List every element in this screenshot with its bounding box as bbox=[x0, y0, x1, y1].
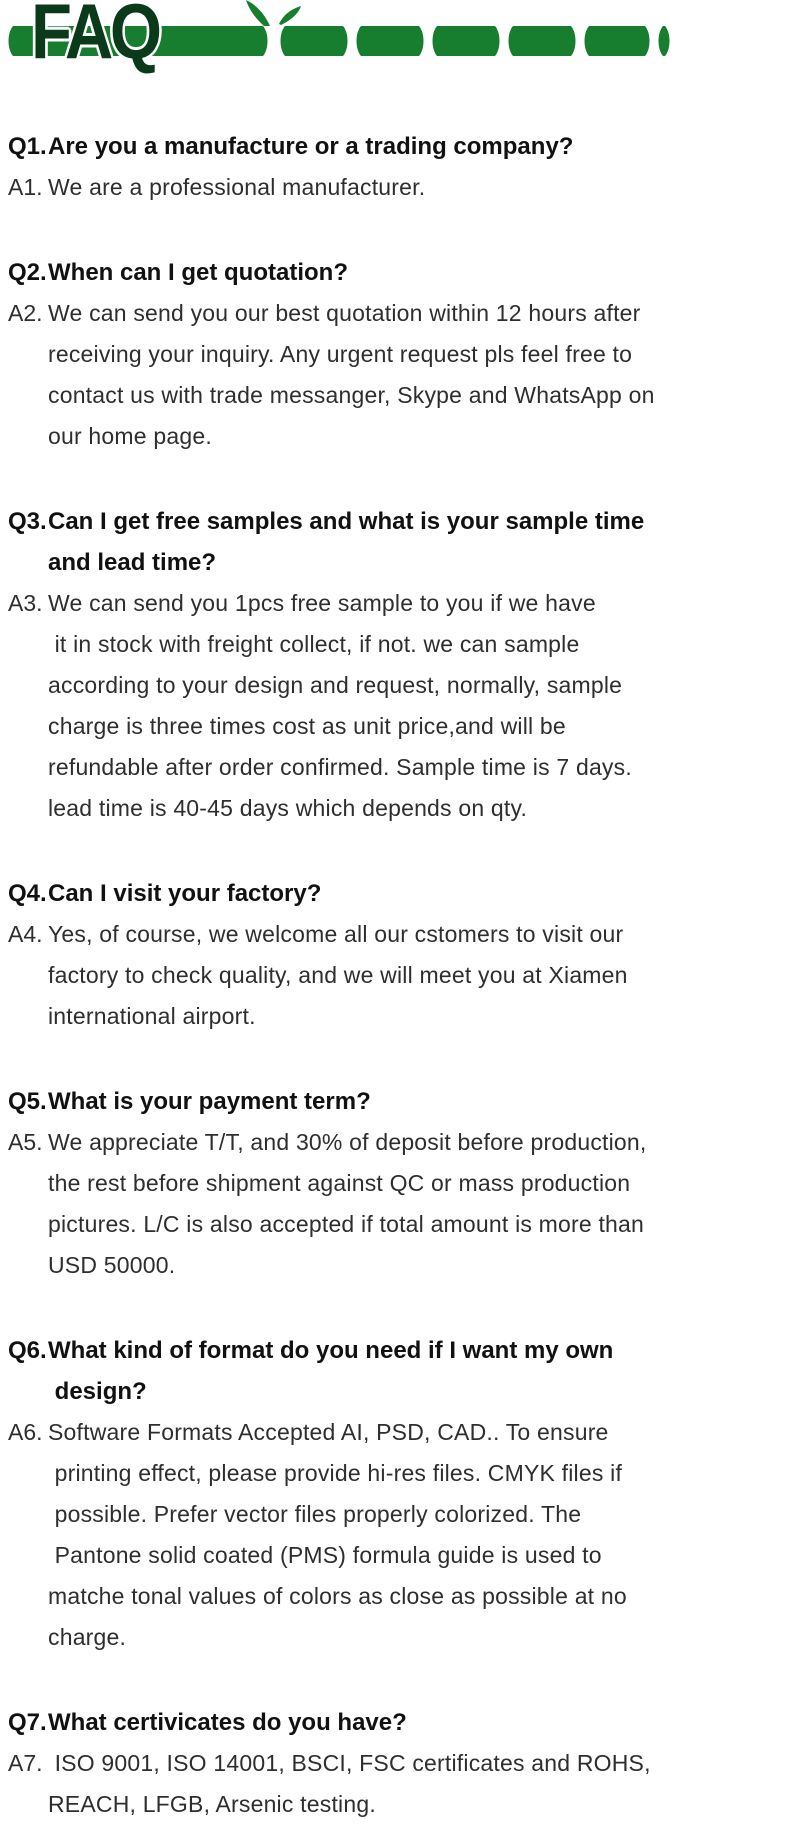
question-number: Q1. bbox=[8, 133, 47, 160]
faq-item bbox=[8, 501, 782, 829]
faq-answer bbox=[8, 293, 782, 457]
question-text-line: design? bbox=[48, 1378, 147, 1405]
answer-lines bbox=[48, 293, 782, 457]
faq-question bbox=[8, 126, 782, 167]
question-number: Q3. bbox=[8, 508, 47, 535]
answer-lines bbox=[48, 1122, 782, 1286]
faq-answer bbox=[8, 583, 782, 829]
answer-text-line: the rest before shipment against QC or mass production bbox=[48, 1170, 631, 1196]
faq-answer bbox=[8, 1743, 782, 1825]
bamboo-leaf-icon bbox=[246, 0, 301, 26]
answer-text-line: lead time is 40-45 days which depends on qty. bbox=[48, 795, 528, 821]
faq-item bbox=[8, 1330, 782, 1658]
faq-answer bbox=[8, 914, 782, 1037]
question-lines bbox=[48, 126, 782, 167]
page-title: FAQ bbox=[31, 0, 159, 75]
question-lines bbox=[48, 252, 782, 293]
question-text-line: When can I get quotation? bbox=[48, 259, 348, 286]
answer-text-line: Software Formats Accepted AI, PSD, CAD.. To ensure bbox=[48, 1419, 609, 1445]
answer-number: A7. bbox=[8, 1750, 43, 1776]
faq-header-banner bbox=[0, 0, 790, 75]
faq-question bbox=[8, 873, 782, 914]
answer-text-line: We can send you 1pcs free sample to you if we have bbox=[48, 590, 596, 616]
answer-text-line: it in stock with freight collect, if not. we can sample bbox=[48, 631, 580, 657]
answer-text-line: possible. Prefer vector files properly colorized. The bbox=[48, 1501, 582, 1527]
answer-text-line: factory to check quality, and we will meet you at Xiamen bbox=[48, 962, 628, 988]
answer-text-line: refundable after order confirmed. Sample time is 7 days. bbox=[48, 754, 632, 780]
faq-answer bbox=[8, 1412, 782, 1658]
question-text-line: and lead time? bbox=[48, 549, 217, 576]
answer-lines bbox=[48, 583, 782, 829]
question-number: Q2. bbox=[8, 259, 47, 286]
answer-lines bbox=[48, 1743, 782, 1825]
answer-number: A3. bbox=[8, 590, 43, 616]
faq-list bbox=[0, 126, 790, 1825]
question-text-line: Are you a manufacture or a trading company? bbox=[48, 133, 574, 160]
faq-item bbox=[8, 873, 782, 1037]
faq-question bbox=[8, 501, 782, 583]
question-text-line: Can I get free samples and what is your sample time bbox=[48, 508, 645, 535]
question-number: Q5. bbox=[8, 1088, 47, 1115]
answer-text-line: Yes, of course, we welcome all our cstomers to visit our bbox=[48, 921, 624, 947]
answer-text-line: pictures. L/C is also accepted if total amount is more than bbox=[48, 1211, 645, 1237]
answer-text-line: charge. bbox=[48, 1624, 127, 1650]
question-lines bbox=[48, 873, 782, 914]
answer-text-line: ISO 9001, ISO 14001, BSCI, FSC certificates and ROHS, bbox=[48, 1750, 651, 1776]
answer-lines bbox=[48, 167, 782, 208]
answer-number: A5. bbox=[8, 1129, 43, 1155]
question-number: Q7. bbox=[8, 1709, 47, 1736]
question-lines bbox=[48, 1330, 782, 1412]
answer-text-line: USD 50000. bbox=[48, 1252, 176, 1278]
answer-text-line: We appreciate T/T, and 30% of deposit before production, bbox=[48, 1129, 647, 1155]
faq-item bbox=[8, 1081, 782, 1286]
answer-number: A4. bbox=[8, 921, 43, 947]
answer-text-line: REACH, LFGB, Arsenic testing. bbox=[48, 1791, 376, 1817]
answer-text-line: our home page. bbox=[48, 423, 212, 449]
answer-text-line: according to your design and request, normally, sample bbox=[48, 672, 623, 698]
question-number: Q6. bbox=[8, 1337, 47, 1364]
answer-text-line: We can send you our best quotation within 12 hours after bbox=[48, 300, 641, 326]
answer-number: A1. bbox=[8, 174, 43, 200]
answer-text-line: Pantone solid coated (PMS) formula guide is used to bbox=[48, 1542, 602, 1568]
question-lines bbox=[48, 1702, 782, 1743]
question-lines bbox=[48, 501, 782, 583]
faq-question bbox=[8, 252, 782, 293]
question-text-line: What certivicates do you have? bbox=[48, 1709, 407, 1736]
question-number: Q4. bbox=[8, 880, 47, 907]
answer-text-line: international airport. bbox=[48, 1003, 256, 1029]
faq-item bbox=[8, 1702, 782, 1825]
answer-number: A2. bbox=[8, 300, 43, 326]
faq-answer bbox=[8, 1122, 782, 1286]
faq-item bbox=[8, 252, 782, 457]
answer-text-line: matche tonal values of colors as close as possible at no bbox=[48, 1583, 627, 1609]
answer-text-line: receiving your inquiry. Any urgent request pls feel free to bbox=[48, 341, 633, 367]
faq-item bbox=[8, 126, 782, 208]
answer-text-line: printing effect, please provide hi-res files. CMYK files if bbox=[48, 1460, 623, 1486]
answer-lines bbox=[48, 914, 782, 1037]
faq-question bbox=[8, 1330, 782, 1412]
question-text-line: Can I visit your factory? bbox=[48, 880, 322, 907]
answer-lines bbox=[48, 1412, 782, 1658]
answer-text-line: We are a professional manufacturer. bbox=[48, 174, 426, 200]
faq-answer bbox=[8, 167, 782, 208]
faq-question bbox=[8, 1702, 782, 1743]
question-text-line: What is your payment term? bbox=[48, 1088, 371, 1115]
answer-text-line: contact us with trade messanger, Skype and WhatsApp on bbox=[48, 382, 655, 408]
answer-text-line: charge is three times cost as unit price,and will be bbox=[48, 713, 566, 739]
question-lines bbox=[48, 1081, 782, 1122]
faq-question bbox=[8, 1081, 782, 1122]
answer-number: A6. bbox=[8, 1419, 43, 1445]
question-text-line: What kind of format do you need if I want my own bbox=[48, 1337, 614, 1364]
